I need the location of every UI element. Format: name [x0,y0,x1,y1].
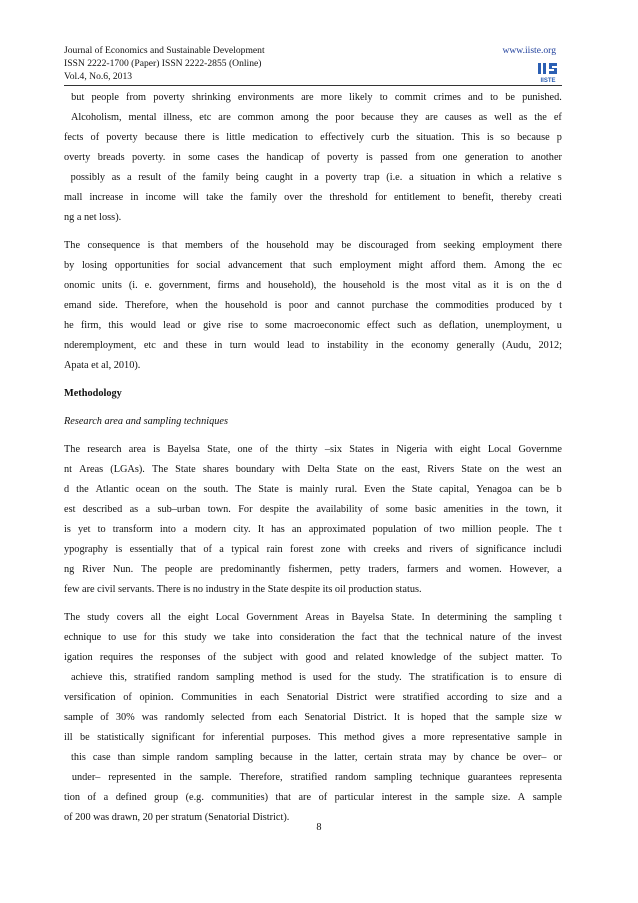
logo-mark-icon [537,61,559,75]
text-line: nderemployment, etc and these in turn would lead to instability in the economy generally (Audu, 2012; [64,340,562,351]
paragraph-household-consequence [64,236,562,376]
journal-website-link[interactable]: www.iiste.org [502,45,556,56]
header-divider [64,85,562,86]
text-line: tion of a defined group (e.g. communities) that are of particular interest in the sample size. A sample [64,792,562,803]
text-line: few are civil servants. There is no industry in the State despite its oil production status. [64,584,422,595]
text-line: igation requires the responses of the subject with good and related knowledge of the subject matter. To [64,652,562,663]
paragraph-poverty-effects [64,88,562,228]
subsection-heading-research-area: Research area and sampling techniques [64,416,228,427]
paragraph-research-area [64,440,562,600]
text-line: but people from poverty shrinking environments are more likely to commit crimes and to be punished. [71,92,562,103]
text-line: sample of 30% was randomly selected from each Senatorial District. It is hoped that the sample size w [64,712,562,723]
text-line: overty breads poverty. in some cases the handicap of poverty is passed from one generation to another [64,152,562,163]
text-line: is yet to transform into a modern city. It has an approximated population of two million people. The t [64,524,562,535]
text-line: by losing opportunities for social advancement that such employment might afford them. Among the ec [64,260,562,271]
journal-issn: ISSN 2222-1700 (Paper) ISSN 2222-2855 (Online) [64,58,262,69]
text-line: emand side. Therefore, when the household is poor and cannot purchase the commodities produced by t [64,300,562,311]
logo-wordmark [537,75,559,83]
text-line: onomic units (i. e. government, firms and household), the household is the most vital as it is on the d [64,280,562,291]
text-line: The study covers all the eight Local Government Areas in Bayelsa State. In determining the sampling t [64,612,562,623]
text-line: under– represented in the sample. Therefore, stratified random sampling technique guarantees representa [71,772,562,783]
text-line: fects of poverty because there is little medication to effectively curb the situation. This is so because p [64,132,562,143]
text-line: mall increase in income will take the family over the threshold for entitlement to benefit, thereby creati [64,192,562,203]
text-line: est described as a sub–urban town. For despite the availability of some basic amenities in the town, it [64,504,562,515]
text-line: possibly as a result of the family being caught in a poverty trap (i.e. a situation in which a relative s [70,172,562,183]
text-line: nt Areas (LGAs). The State shares boundary with Delta State on the east, Rivers State on the west an [64,464,562,475]
article-body [64,88,562,828]
text-line: Apata et al, 2010). [64,360,141,371]
text-line: ng River Nun. The people are predominantly fishermen, petty traders, farmers and women. However, a [64,564,562,575]
text-line: of 200 was drawn, 20 per stratum (Senatorial District). [64,812,290,823]
iiste-logo [537,61,559,83]
text-line: ypography is essentially that of a typical rain forest zone with creeks and rivers of significance includi [64,544,562,555]
page-number: 8 [316,822,322,833]
text-line: Alcoholism, mental illness, etc are common among the poor because they are causes as well as the ef [70,112,562,123]
text-line: this case than simple random sampling because in the latter, certain strata may by chance be over– or [70,752,562,763]
journal-volume: Vol.4, No.6, 2013 [64,71,133,82]
text-line: ill be statistically significant for inferential purposes. This method gives a more representative sample in [64,732,562,743]
section-heading-methodology: Methodology [64,388,122,399]
paragraph-sampling [64,608,562,828]
svg-text:IISTE: IISTE [540,78,556,83]
text-line: The research area is Bayelsa State, one of the thirty –six States in Nigeria with eight Local Governme [64,444,562,455]
journal-header [64,44,564,83]
text-line: achieve this, stratified random sampling method is used for the study. The stratification is to ensure di [71,672,562,683]
text-line: The consequence is that members of the household may be discouraged from seeking employment there [64,240,562,251]
text-line: ng a net loss). [64,212,122,223]
text-line: versification of opinion. Communities in each Senatorial District were stratified according to size and a [64,692,562,703]
text-line: echnique to use for this study we take into consideration the fact that the technical nature of the invest [64,632,562,643]
text-line: he firm, this would lead or give rise to some macroeconomic effect such as deflation, unemployment, u [64,320,562,331]
text-line: d the Atlantic ocean on the south. The State is mainly rural. Even the State capital, Yenagoa can be b [64,484,562,495]
journal-title: Journal of Economics and Sustainable Development [64,45,265,56]
